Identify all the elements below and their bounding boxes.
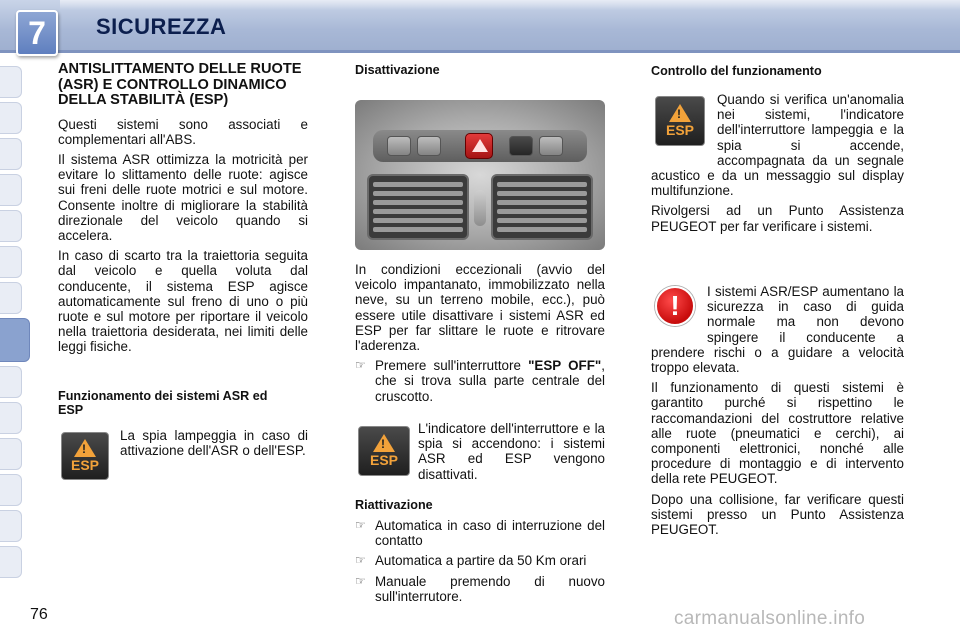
air-vent-right [491, 174, 593, 240]
esp-label: ESP [70, 457, 99, 473]
chapter-tab[interactable] [0, 366, 22, 398]
pointing-hand-icon: ☞ [355, 358, 366, 373]
esp-off-label: "ESP OFF" [528, 358, 602, 374]
chapter-tab[interactable] [0, 66, 22, 98]
esp-warning-lamp-icon [61, 432, 109, 480]
chapter-tab[interactable] [0, 138, 22, 170]
esp-warning-lamp-icon [358, 426, 410, 476]
list-item: ☞ Automatica a partire da 50 Km orari [355, 553, 587, 569]
column-1 [58, 62, 308, 360]
paragraph: In caso di scarto tra la traiettoria seguita dal veicolo e quella voluta dal conducente, il sistema ESP agisce automaticamente sul freno di uno o più ruote e sul motore per riportare il veicolo nella traiettoria desiderata, nei limiti delle leggi fisiche. [58, 248, 308, 355]
chapter-tab[interactable] [0, 546, 22, 578]
watermark: carmanualsonline.info [674, 608, 866, 629]
reactivation-heading: Riattivazione [355, 498, 433, 512]
chapter-tab[interactable] [0, 102, 22, 134]
chapter-tab[interactable] [0, 174, 22, 206]
chapter-tab[interactable] [0, 438, 22, 470]
page-number: 76 [30, 606, 48, 623]
list-item [355, 358, 605, 404]
dashboard-button [417, 136, 441, 156]
bullet-press-text: Premere sull'interruttore "ESP OFF", che si trova sulla parte centrale del cruscotto. [375, 358, 605, 404]
hazard-button-icon [465, 133, 493, 159]
dashboard-button [387, 136, 411, 156]
chapter-number: 7 [28, 14, 46, 51]
header-rule [0, 50, 960, 53]
warning-triangle-icon: ! [373, 434, 395, 452]
warning-paragraph: Dopo una collisione, far verificare questi sistemi presso un Punto Assistenza PEUGEOT. [651, 491, 904, 538]
pointing-hand-icon: ☞ [355, 518, 366, 532]
warning-paragraph: Il funzionamento di questi sistemi è garantito purché si rispettino le raccomandazioni del costruttore relative alle ruote (pneumatici e cerchi), ai componenti elettronici, nonché alle procedure di montaggio e di intervento della rete PEUGEOT. [651, 380, 904, 487]
indicator-block [418, 421, 605, 487]
dashboard-button [539, 136, 563, 156]
esp-label: ESP [369, 452, 398, 468]
air-vent-left [367, 174, 469, 240]
control-text: Quando si verifica un'anomalia nei sistemi, l'indicatore dell'interruttore lampeggia e la spia si accende, accompagnata da un segnale acustico e da un messaggio sul display multifunzione. [651, 92, 904, 199]
paragraph: Questi sistemi sono associati e complementari all'ABS. [58, 116, 308, 147]
deactivation-heading: Disattivazione [355, 63, 440, 77]
exclamation-circle-icon: ! [655, 286, 695, 326]
paragraph: Il sistema ASR ottimizza la motricità per evitare lo slittamento delle ruote: agisce sui freni delle ruote motrici e sul motore. Consente inoltre di migliorare la stabilità direzionale del veicolo quando si accelera. [58, 151, 308, 243]
control-block [651, 92, 904, 239]
esp-off-switch [509, 136, 533, 156]
dashboard-switch-photo [355, 100, 605, 250]
chapter-tab[interactable] [0, 282, 22, 314]
chapter-tab-active[interactable] [0, 318, 30, 362]
chapter-tab[interactable] [0, 474, 22, 506]
esp-label: ESP [665, 122, 694, 138]
deactivation-block [355, 262, 605, 409]
chapter-number-badge [16, 10, 58, 56]
reactivation-block [355, 498, 605, 609]
indicator-text: L'indicatore dell'interruttore e la spia si accendono: i sistemi ASR ed ESP vengono disattivati. [418, 421, 605, 482]
warning-block [651, 284, 904, 542]
control-heading: Controllo del funzionamento [651, 64, 822, 78]
vent-knob [474, 190, 486, 226]
list-item: ☞ Automatica in caso di interruzione del contatto [355, 518, 605, 549]
chapter-tab[interactable] [0, 510, 22, 542]
control-text-2: Rivolgersi ad un Punto Assistenza PEUGEOT per far verificare i sistemi. [651, 203, 904, 234]
warning-triangle-icon: ! [669, 104, 691, 122]
warning-paragraph: I sistemi ASR/ESP aumentano la sicurezza in caso di guida normale ma non devono spingere il conducente a prendere rischi o a guidare a velocità troppo elevata. [651, 284, 904, 376]
functioning-text-block [120, 428, 308, 463]
chapter-title: SICUREZZA [96, 14, 227, 39]
functioning-heading: Funzionamento dei sistemi ASR ed ESP [58, 389, 268, 417]
pointing-hand-icon: ☞ [355, 573, 366, 588]
deactivation-text: In condizioni eccezionali (avvio del veicolo impantanato, immobilizzato nella neve, su un terreno mobile, ecc.), può essere utile disattivare i sistemi ASR ed ESP per far slittare le ruote e ritrovare l'aderenza. [355, 262, 605, 354]
functioning-text: La spia lampeggia in caso di attivazione dell'ASR o dell'ESP. [120, 428, 308, 459]
section-heading-asr-esp: ANTISLITTAMENTO DELLE RUOTE (ASR) E CONTROLLO DINAMICO DELLA STABILITÀ (ESP) [58, 61, 302, 108]
chapter-tab[interactable] [0, 246, 22, 278]
chapter-tab[interactable] [0, 402, 22, 434]
warning-triangle-icon: ! [74, 439, 96, 457]
header-shine [60, 0, 960, 10]
pointing-hand-icon: ☞ [355, 553, 366, 568]
chapter-tab[interactable] [0, 210, 22, 242]
list-item: ☞ Manuale premendo di nuovo sull'interrutore. [355, 573, 605, 604]
